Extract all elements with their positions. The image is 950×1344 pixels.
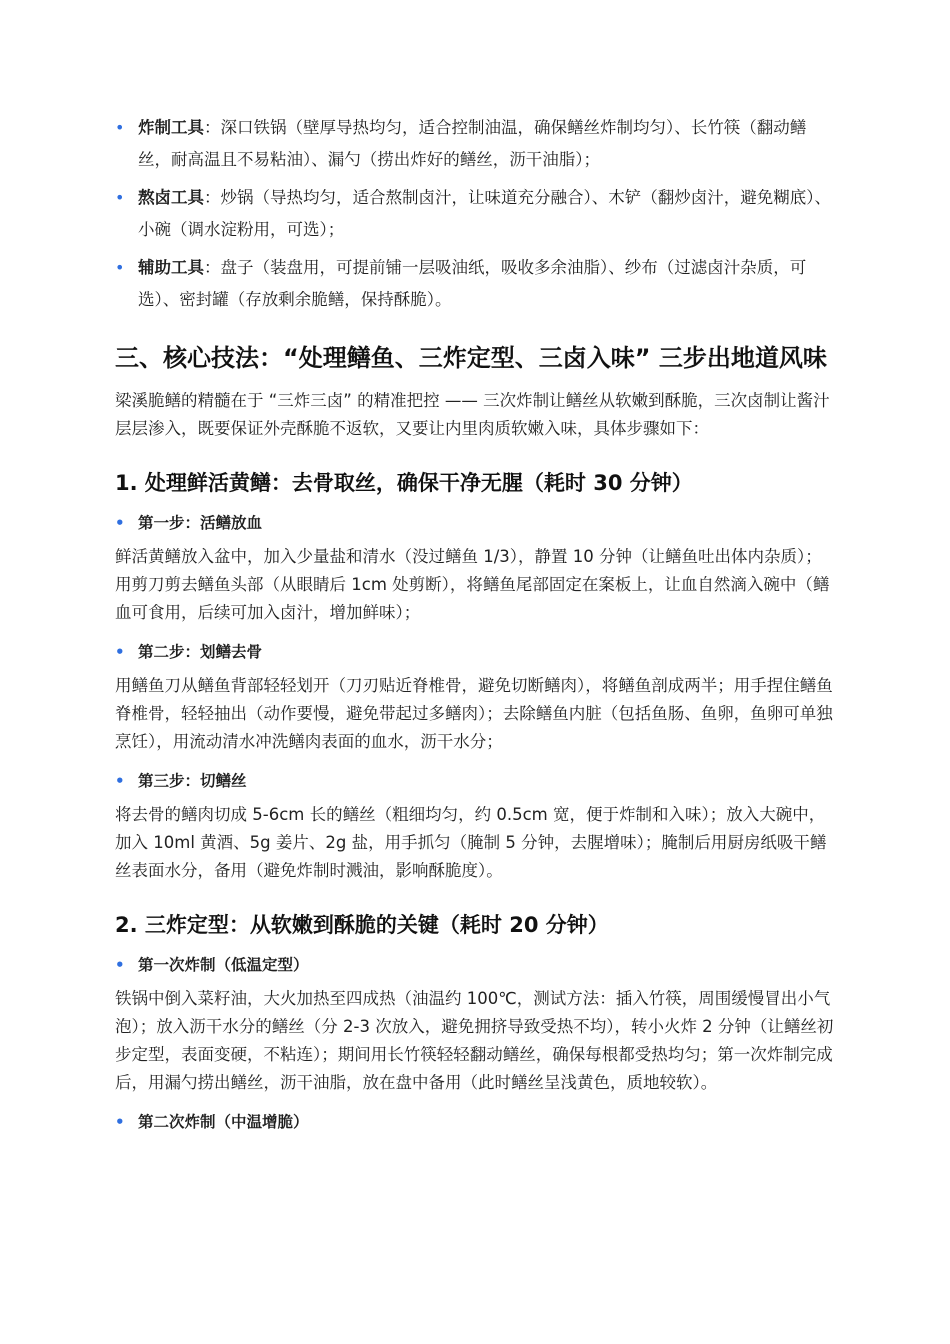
step-label-text: 第一次炸制（低温定型） [138, 956, 309, 974]
section-heading: 三、核心技法：“处理鳝鱼、三炸定型、三卤入味” 三步出地道风味 [115, 344, 827, 372]
step-text: 用鳝鱼刀从鳝鱼背部轻轻划开（刀刃贴近脊椎骨，避免切断鳝肉），将鳝鱼剖成两半；用手捏住鳝鱼脊椎骨，轻轻抽出（动作要慢，避免带起过多鳝肉）；去除鳝鱼内脏（包括鱼肠、鱼卵，鱼卵可单独烹饪），用流动清水冲洗鳝肉表面的血水，沥干水分； [115, 676, 833, 751]
bullet-icon: • [115, 258, 125, 277]
step-label [115, 1110, 837, 1134]
step-label-text: 第三步：切鳝丝 [138, 772, 247, 790]
subsection-heading-2: 2. 三炸定型：从软嫩到酥脆的关键（耗时 20 分钟） [115, 913, 609, 937]
bullet-icon: • [115, 643, 125, 661]
step-label-text: 第一步：活鳝放血 [138, 514, 263, 532]
bullet-icon: • [115, 772, 125, 790]
step-text: 将去骨的鳝肉切成 5-6cm 长的鳝丝（粗细均匀，约 0.5cm 宽，便于炸制和入味）；放入大碗中，加入 10ml 黄酒、5g 姜片、2g 盐，用手抓匀（腌制 5 分钟，去腥增味）；腌制后用厨房纸吸干鳝丝表面水分，备用（避免炸制时溅油，影响酥脆度）。 [115, 805, 827, 880]
document-page [115, 112, 837, 1142]
tool-title: 辅助工具 [138, 258, 204, 277]
bullet-icon: • [115, 118, 125, 137]
tool-text: ：盘子（装盘用，可提前铺一层吸油纸，吸收多余油脂）、纱布（过滤卤汁杂质，可选）、密封罐（存放剩余脆鳝，保持酥脆）。 [138, 258, 807, 309]
step-text: 鲜活黄鳝放入盆中，加入少量盐和清水（没过鳝鱼 1/3），静置 10 分钟（让鳝鱼吐出体内杂质）；用剪刀剪去鳝鱼头部（从眼睛后 1cm 处剪断），将鳝鱼尾部固定在案板上，让血自然滴入碗中（鳝血可食用，后续可加入卤汁，增加鲜味）； [115, 547, 830, 622]
tools-list [115, 112, 837, 315]
list-item [115, 252, 837, 315]
tool-text: ：炒锅（导热均匀，适合熬制卤汁，让味道充分融合）、木铲（翻炒卤汁，避免糊底）、小碗（调水淀粉用，可选）； [138, 188, 831, 239]
bullet-icon: • [115, 956, 125, 974]
tool-title: 熬卤工具 [138, 188, 204, 207]
bullet-icon: • [115, 1113, 125, 1131]
tool-text: ：深口铁锅（壁厚导热均匀，适合控制油温，确保鳝丝炸制均匀）、长竹筷（翻动鳝丝，耐高温且不易粘油）、漏勺（捞出炸好的鳝丝，沥干油脂）； [138, 118, 807, 169]
list-item [115, 182, 837, 245]
tool-title: 炸制工具 [138, 118, 204, 137]
step-label-text: 第二次炸制（中温增脆） [138, 1113, 309, 1131]
step-label [115, 953, 837, 977]
bullet-icon: • [115, 188, 125, 207]
subsection-heading-1: 1. 处理鲜活黄鳝：去骨取丝，确保干净无腥（耗时 30 分钟） [115, 471, 693, 495]
list-item [115, 112, 837, 175]
step-label-text: 第二步：划鳝去骨 [138, 643, 263, 661]
step-label [115, 769, 837, 793]
step-label [115, 640, 837, 664]
step-text: 铁锅中倒入菜籽油，大火加热至四成热（油温约 100℃，测试方法：插入竹筷，周围缓慢冒出小气泡）；放入沥干水分的鳝丝（分 2-3 次放入，避免拥挤导致受热不均），转小火炸 2 分钟（让鳝丝初步定型，表面变硬，不粘连）；期间用长竹筷轻轻翻动鳝丝，确保每根都受热均匀；第一次炸制完成后，用漏勺捞出鳝丝，沥干油脂，放在盘中备用（此时鳝丝呈浅黄色，质地较软）。 [115, 989, 834, 1092]
bullet-icon: • [115, 514, 125, 532]
step-label [115, 511, 837, 535]
section-intro: 梁溪脆鳝的精髓在于 “三炸三卤” 的精准把控 —— 三次炸制让鳝丝从软嫩到酥脆，三次卤制让酱汁层层渗入，既要保证外壳酥脆不返软，又要让内里肉质软嫩入味，具体步骤如下： [115, 391, 830, 438]
